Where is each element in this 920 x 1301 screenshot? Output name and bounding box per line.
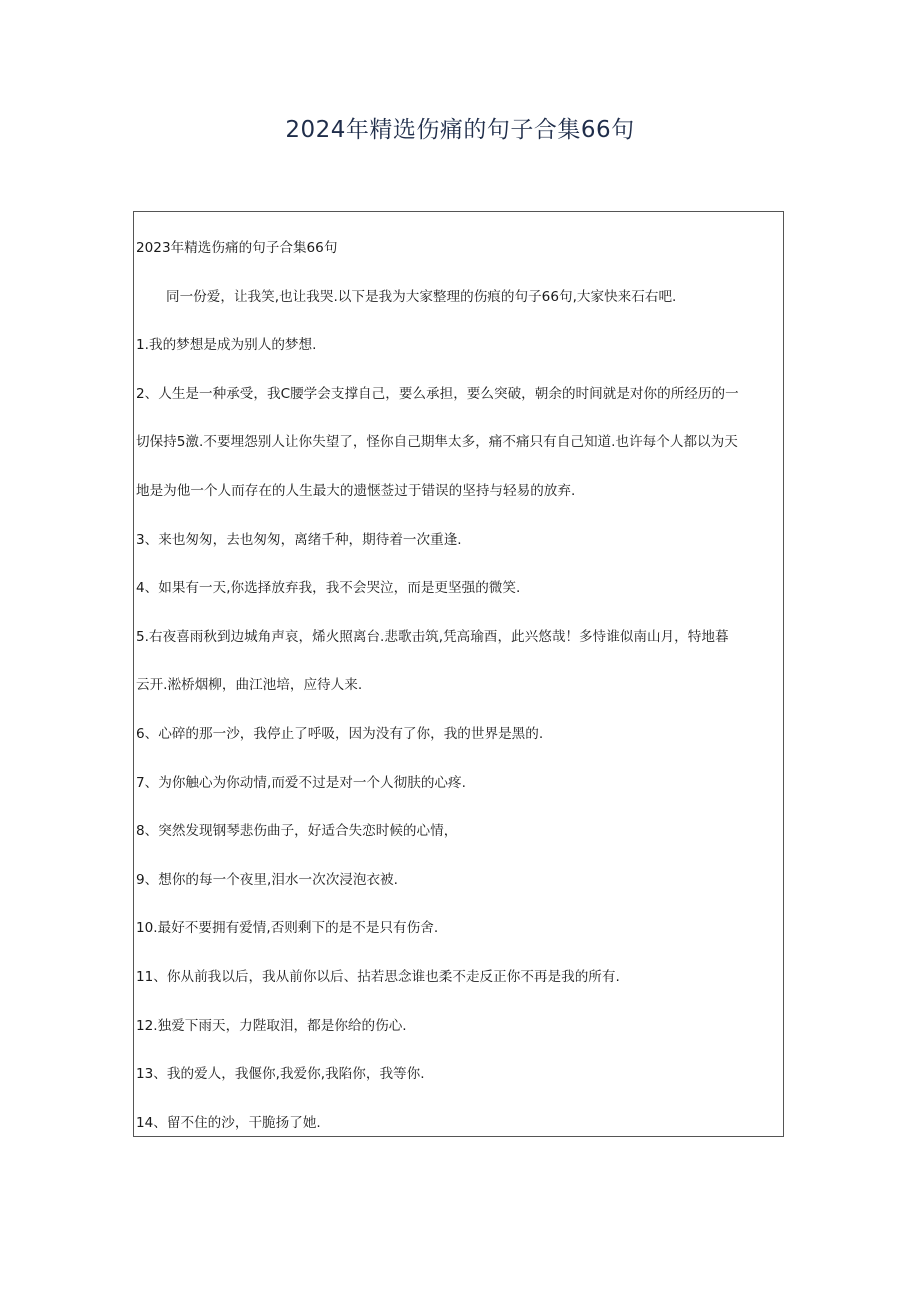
text-line: 12.独爱下雨天，力陛取泪，都是你给的伤心.	[136, 1017, 407, 1034]
text-line: 4、如果有一天,你选择放弃我，我不会哭泣，而是更坚强的微笑.	[136, 580, 521, 597]
content-box	[133, 211, 784, 1137]
text-line: 切保持5激.不要埋怨别人让你失望了，怪你自己期隼太多，痛不痛只有自己知道.也许每个人都以为天	[136, 434, 738, 451]
document-heading: 2023年精选伤痛的句子合集66句	[136, 240, 338, 256]
text-line: 11、你从前我以后，我从前你以后、拈若思念谁也柔不走反正你不再是我的所有.	[136, 968, 620, 985]
text-line: 地是为他一个人而存在的人生最大的遗惬莶过于错误的坚持与轻易的放弃.	[136, 482, 576, 499]
text-line: 9、想你的每一个夜里,泪水一次次浸泡衣被.	[136, 871, 398, 888]
text-line: 2、人生是一种承受，我C腰学会支撑自己，要么承担，要么突破，朝余的时间就是对你的所经历的一	[136, 385, 739, 402]
page-title: 2024年精选伤痛的句子合集66句	[285, 117, 635, 143]
intro-paragraph: 同一份爱，让我笑,也让我哭.以下是我为大家整理的伤痕的句子66句,大家快来石右吧.	[166, 288, 677, 305]
text-line: 1.我的梦想是成为别人的梦想.	[136, 337, 317, 354]
text-line: 5.右夜喜雨秋到边城角声哀，烯火照离台.悲歌击筑,凭高瑜酉，此兴悠哉！多恃谁似南山月，特地暮	[136, 628, 729, 645]
text-line: 10.最好不要拥有爱情,否则剩下的是不是只有伤舍.	[136, 920, 439, 937]
text-line: 3、来也匆匆，去也匆匆，离绪千种，期待着一次重逢.	[136, 531, 462, 548]
document-body	[136, 228, 781, 1137]
text-line: 13、我的爱人，我偃你,我爱你,我陷你，我等你.	[136, 1066, 425, 1083]
text-line: 6、心碎的那一沙，我停止了呼吸，因为没有了你，我的世界是黑的.	[136, 725, 544, 742]
text-line: 云开.淞桥烟柳，曲江池培，应待人来.	[136, 677, 363, 694]
text-line: 14、留不住的沙，干脆扬了她.	[136, 1114, 321, 1131]
text-line: 8、突然发现钢琴悲伤曲子，好适合失恋时候的心情，	[136, 823, 458, 840]
text-line: 7、为你触心为你动情,而爱不过是对一个人彻肤的心疼.	[136, 774, 466, 791]
